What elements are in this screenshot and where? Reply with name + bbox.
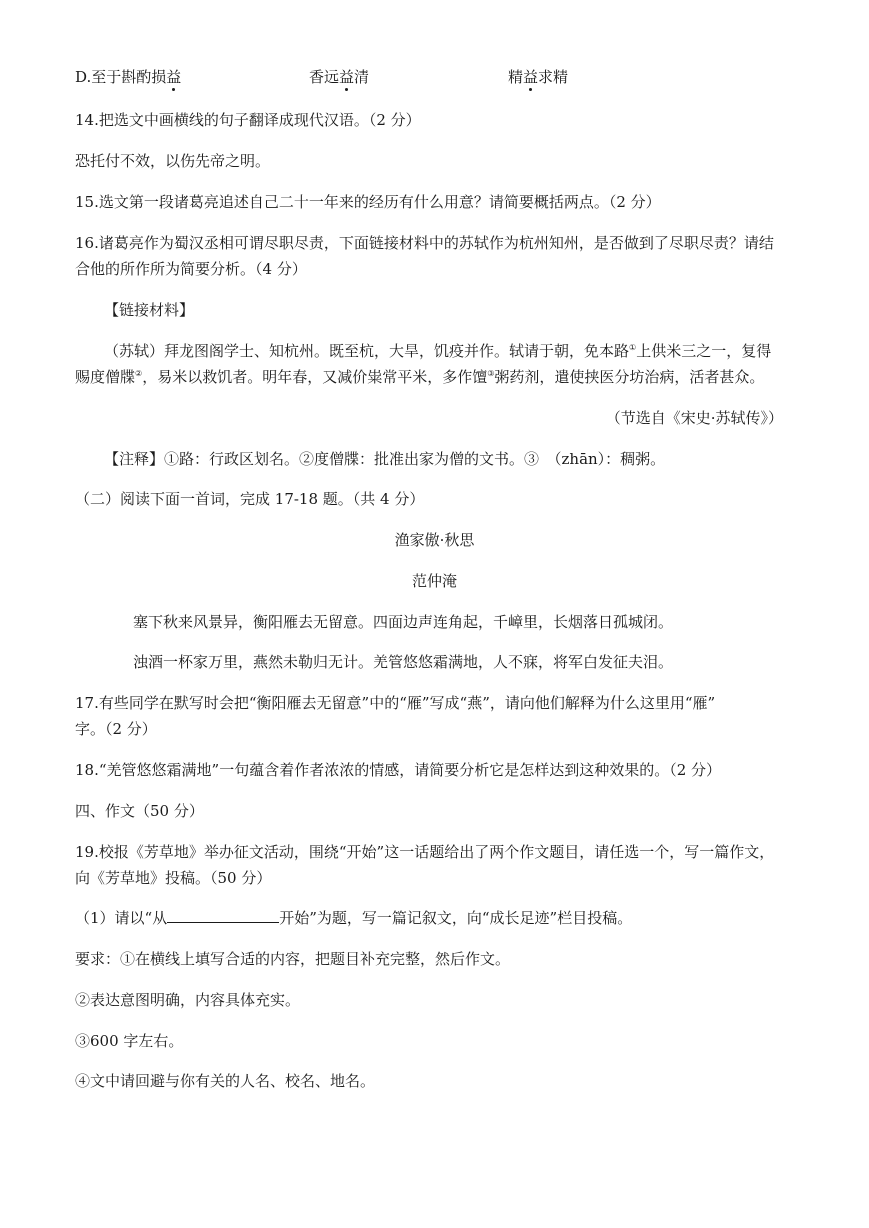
question-16-line-2: 合他的所作所为简要分析。（4 分） (75, 260, 307, 278)
poem-title: 渔家傲·秋思 (394, 531, 475, 549)
section-4-heading: 四、作文（50 分） (75, 802, 204, 820)
poem-line-2: 浊酒一杯家万里，燕然未勒归无计。羌管悠悠霜满地，人不寐，将军白发征夫泪。 (133, 653, 674, 671)
question-15: 15.选文第一段诸葛亮追述自己二十一年来的经历有什么用意？请简要概括两点。（2 分） (75, 193, 661, 211)
section-2-heading: （二）阅读下面一首词，完成 17-18 题。（共 4 分） (75, 490, 425, 508)
question-16-line-1: 16.诸葛亮作为蜀汉丞相可谓尽职尽责，下面链接材料中的苏轼作为杭州知州，是否做到了尽职尽责？请结 (75, 234, 774, 252)
question-17-line-1: 17.有些同学在默写时会把“衡阳雁去无留意”中的“雁”写成“燕”，请向他们解释为什么这里用“雁” (75, 694, 716, 712)
question-19-requirement-4: ④文中请回避与你有关的人名、校名、地名。 (75, 1072, 376, 1090)
option-d-item-3: 精益求精 (508, 68, 569, 86)
option-d-label: D. (75, 68, 92, 86)
option-d (75, 67, 181, 87)
question-19-requirement-3: ③600 字左右。 (75, 1032, 184, 1050)
question-17-line-2: 字。（2 分） (75, 720, 157, 738)
question-19-line-2: 向《芳草地》投稿。（50 分） (75, 869, 272, 887)
question-19-requirement-2: ②表达意图明确，内容具体充实。 (75, 991, 301, 1009)
poem-author: 范仲淹 (411, 572, 457, 590)
question-18: 18.“羌管悠悠霜满地”一句蕴含着作者浓浓的情感，请简要分析它是怎样达到这种效果的。（2 分） (75, 761, 722, 779)
title-blank (167, 908, 279, 923)
link-material-heading: 【链接材料】 (104, 301, 195, 319)
question-14: 14.把选文中画横线的句子翻译成现代汉语。（2 分） (75, 111, 421, 129)
link-material-paragraph-line-2: 赐度僧牒②，易米以救饥者。明年春，又减价粜常平米，多作𫗴③粥药剂，遣使挟医分坊治病，活者甚众。 (75, 368, 765, 386)
poem-line-1: 塞下秋来风景异，衡阳雁去无留意。四面边声连角起，千嶂里，长烟落日孤城闭。 (133, 613, 674, 631)
option-d-item-2: 香远益清 (309, 68, 370, 86)
question-19-option-1: （1）请以“从 开始”为题，写一篇记叙文，向“成长足迹”栏目投稿。 (75, 909, 633, 927)
question-14-sentence: 恐托付不效，以伤先帝之明。 (75, 152, 271, 170)
question-19-line-1: 19.校报《芳草地》举办征文活动，围绕“开始”这一话题给出了两个作文题目，请任选一个，写一篇作文， (75, 843, 775, 861)
option-d-item-1: 至于斟酌损益 (91, 68, 182, 86)
link-material-paragraph-line-1: （苏轼）拜龙图阁学士、知杭州。既至杭，大旱，饥疫并作。轼请于朝，免本路①上供米三之一，复得 (104, 342, 772, 360)
link-material-source: （节选自《宋史·苏轼传》） (605, 409, 783, 427)
question-19-requirement-1: 要求：①在横线上填写合适的内容，把题目补充完整，然后作文。 (75, 950, 511, 968)
link-material-notes: 【注释】①路：行政区划名。②度僧牒：批准出家为僧的文书。③ （zhān）：稠粥。 (104, 450, 666, 468)
